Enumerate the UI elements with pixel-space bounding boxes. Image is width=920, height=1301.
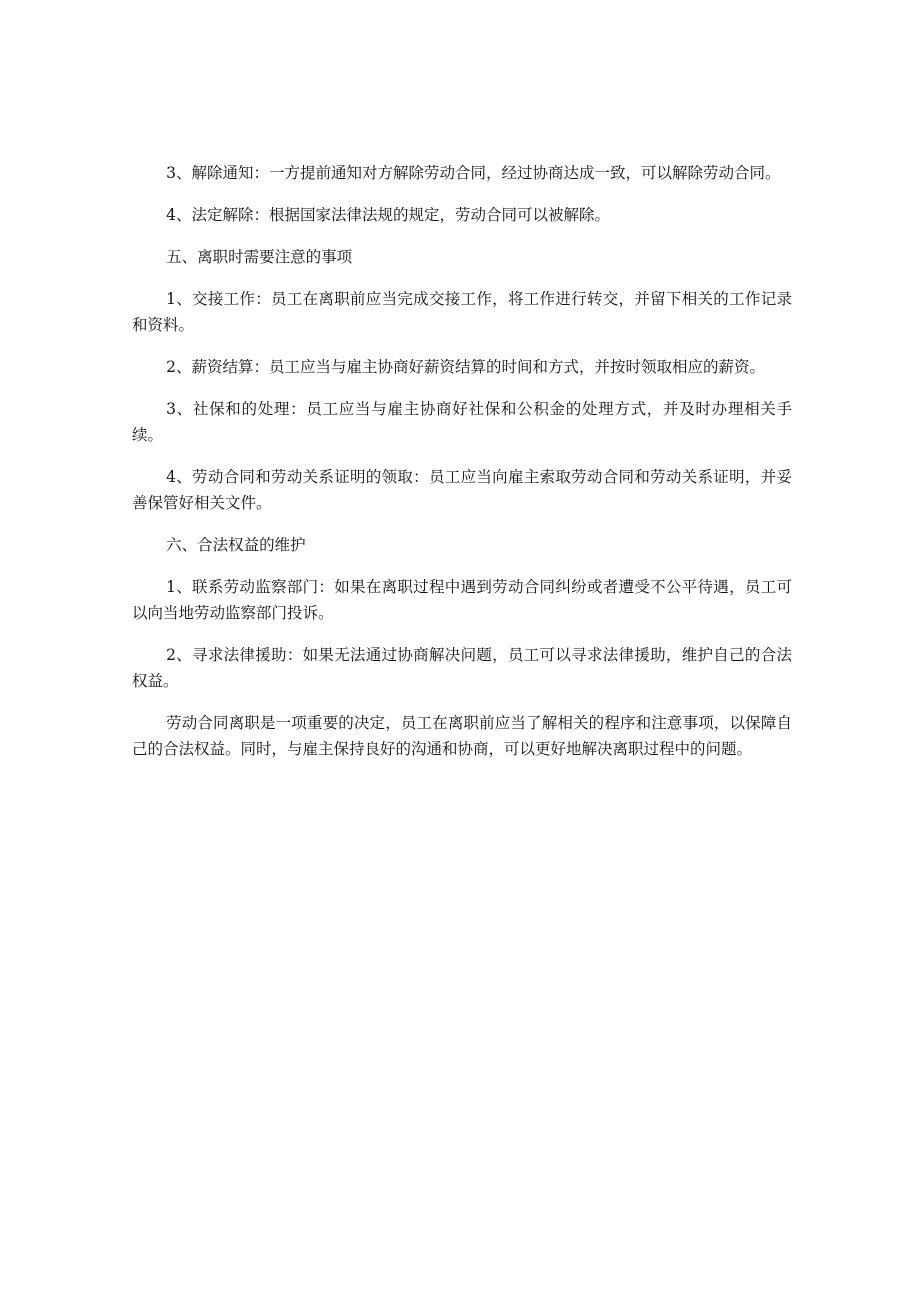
paragraph-legal-aid: 2、寻求法律援助：如果无法通过协商解决问题，员工可以寻求法律援助，维护自己的合法权益。 <box>132 646 792 690</box>
paragraph-handover: 1、交接工作：员工在离职前应当完成交接工作，将工作进行转交，并留下相关的工作记录和资料。 <box>132 290 792 334</box>
document-body <box>132 160 792 778</box>
paragraph-salary-settlement: 2、薪资结算：员工应当与雇主协商好薪资结算的时间和方式，并按时领取相应的薪资。 <box>166 358 765 376</box>
section-heading-legal-rights: 六、合法权益的维护 <box>166 536 306 554</box>
paragraph-labor-inspection: 1、联系劳动监察部门：如果在离职过程中遇到劳动合同纠纷或者遭受不公平待遇，员工可以向当地劳动监察部门投诉。 <box>132 578 792 622</box>
paragraph-termination-notice: 3、解除通知：一方提前通知对方解除劳动合同，经过协商达成一致，可以解除劳动合同。 <box>166 164 781 182</box>
paragraph-statutory-termination: 4、法定解除：根据国家法律法规的规定，劳动合同可以被解除。 <box>166 206 610 224</box>
section-heading-resignation-notes: 五、离职时需要注意的事项 <box>166 248 353 266</box>
paragraph-contract-certificate: 4、劳动合同和劳动关系证明的领取：员工应当向雇主索取劳动合同和劳动关系证明，并妥善保管好相关文件。 <box>132 468 792 512</box>
paragraph-social-insurance: 3、社保和的处理：员工应当与雇主协商好社保和公积金的处理方式，并及时办理相关手续。 <box>132 400 792 444</box>
paragraph-conclusion: 劳动合同离职是一项重要的决定，员工在离职前应当了解相关的程序和注意事项，以保障自己的合法权益。同时，与雇主保持良好的沟通和协商，可以更好地解决离职过程中的问题。 <box>132 714 792 758</box>
